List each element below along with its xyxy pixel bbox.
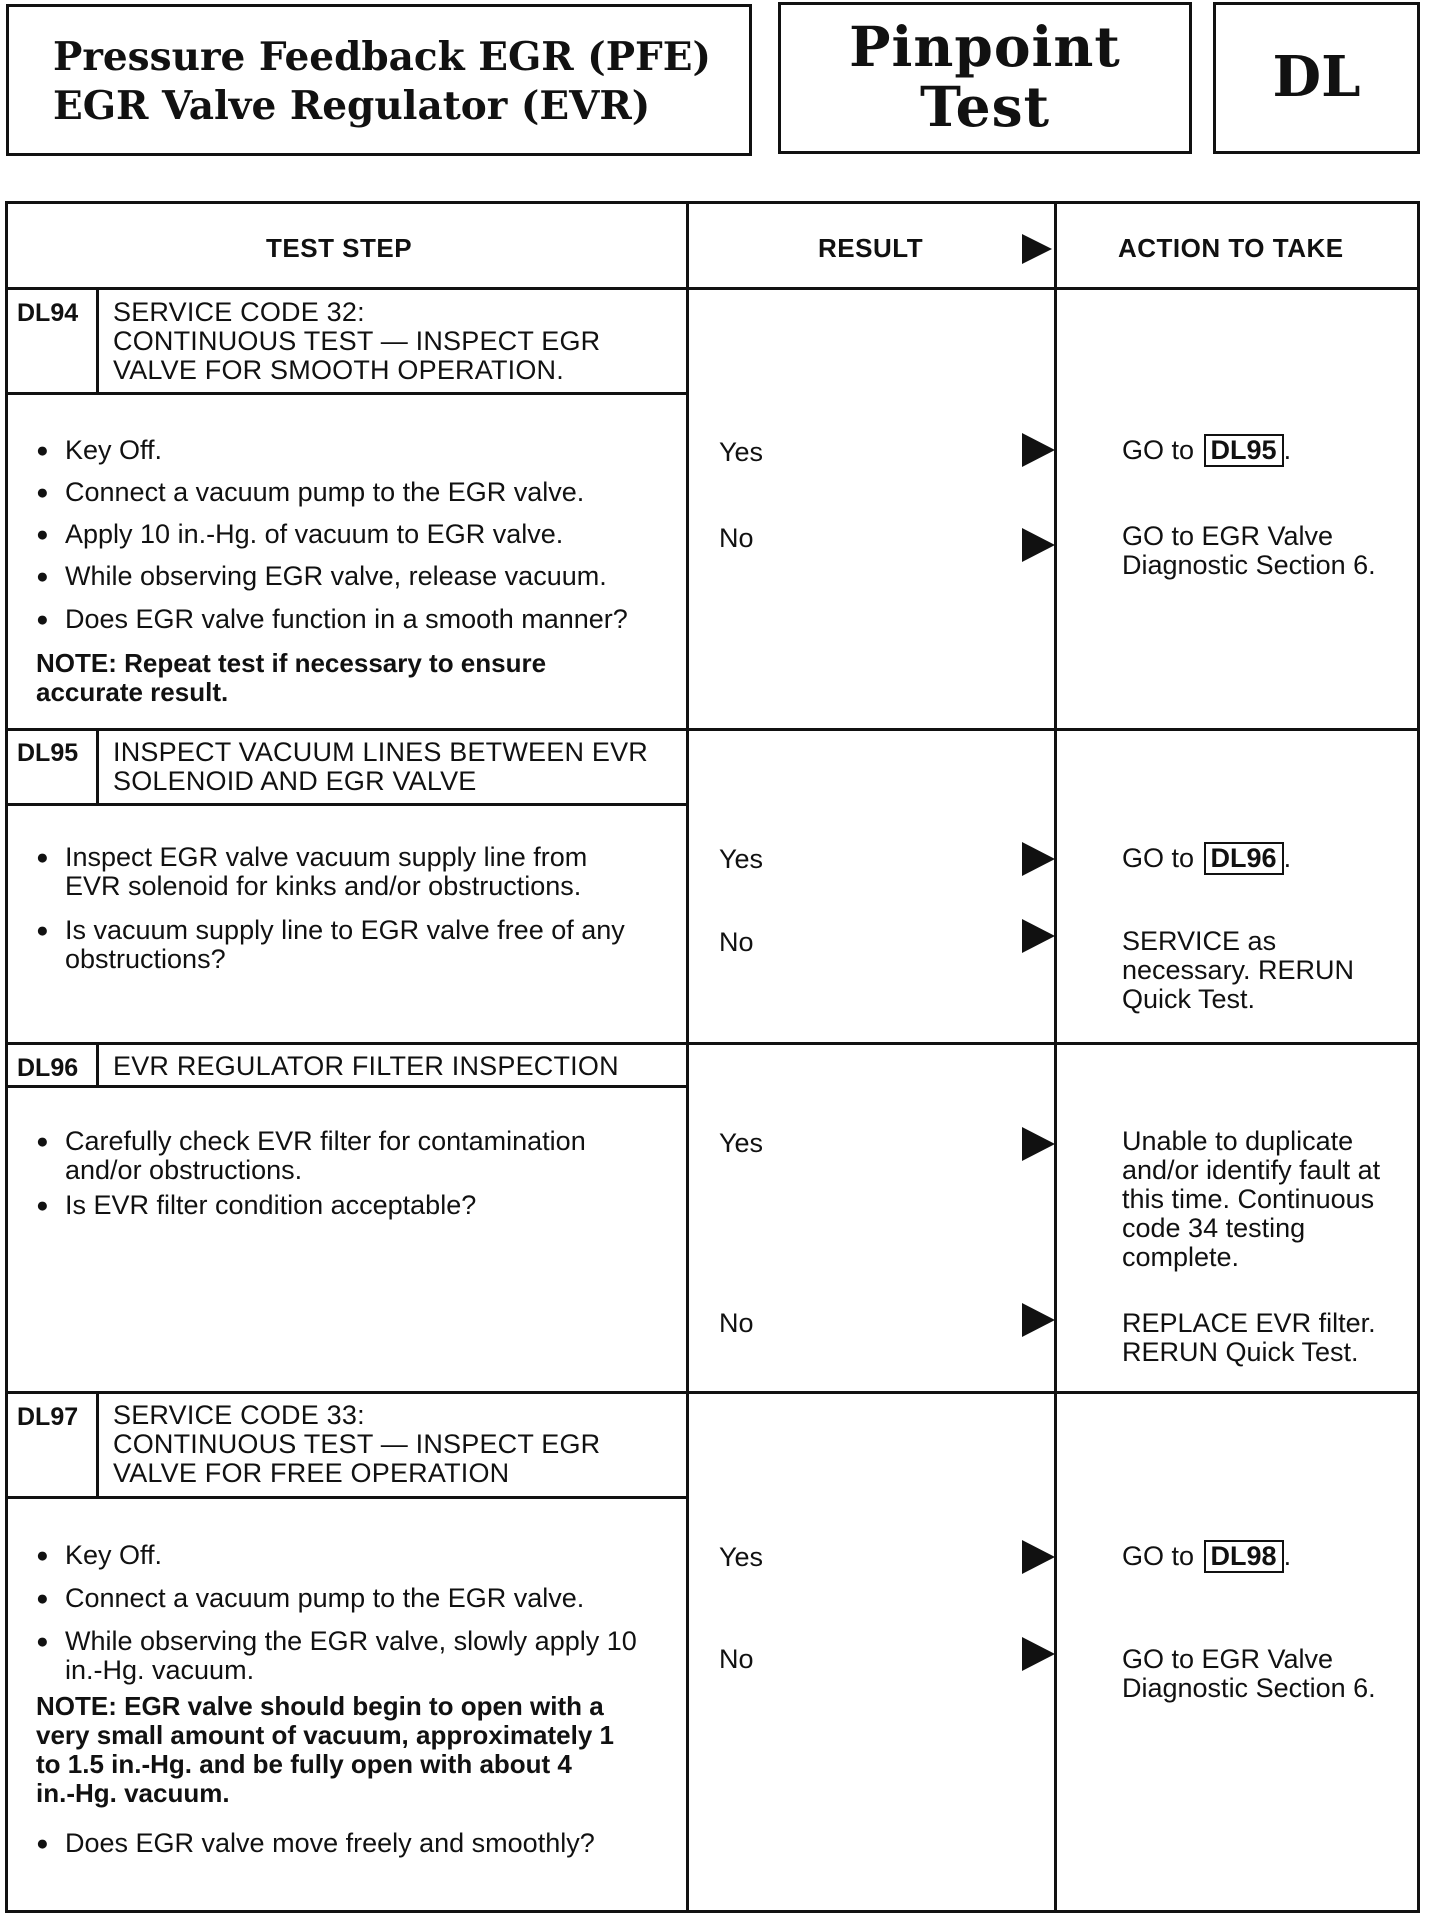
result-arrow-icon	[1022, 919, 1055, 953]
note-line: in.-Hg. vacuum.	[36, 1778, 230, 1808]
instruction-item	[36, 1127, 705, 1185]
instruction-line: and/or obstructions.	[65, 1155, 303, 1185]
step-id-divider	[96, 729, 99, 806]
note-line: very small amount of vacuum, approximately 1	[36, 1720, 614, 1750]
column-header-test-step: TEST STEP	[266, 233, 413, 263]
column-header-action: ACTION TO TAKE	[1118, 233, 1344, 263]
step-divider	[8, 1042, 1417, 1045]
result-yes: Yes	[719, 1542, 764, 1572]
action-text	[1122, 1309, 1376, 1367]
step-title	[113, 1401, 600, 1488]
action-line: Diagnostic Section 6.	[1122, 550, 1376, 580]
step-id-divider	[96, 288, 99, 395]
test-code-box	[1213, 2, 1420, 154]
procedure-title-line2: EGR Valve Regulator (EVR)	[53, 83, 651, 129]
instruction-item: ● Does EGR valve move freely and smoothly?	[36, 1829, 705, 1858]
step-title	[113, 298, 600, 385]
test-type-box	[778, 2, 1192, 154]
step-title-divider	[8, 392, 686, 395]
action-line: code 34 testing	[1122, 1213, 1306, 1243]
procedure-title-line1: Pressure Feedback EGR (PFE)	[53, 34, 711, 80]
instruction-line: ● Carefully check EVR filter for contamination	[65, 1126, 586, 1156]
step-note	[36, 1692, 676, 1808]
action-line: REPLACE EVR filter.	[1122, 1308, 1376, 1338]
step-title-line: VALVE FOR FREE OPERATION	[113, 1458, 510, 1488]
step-id: DL94	[17, 299, 79, 327]
action-goto	[1122, 434, 1291, 467]
action-prefix: GO to	[1122, 843, 1195, 873]
step-id-divider	[96, 1392, 99, 1499]
header-divider	[8, 287, 1417, 290]
action-line: Unable to duplicate	[1122, 1126, 1354, 1156]
step-divider	[8, 1391, 1417, 1394]
step-title-line: SERVICE CODE 33:	[113, 1400, 365, 1430]
result-no: No	[719, 1644, 754, 1674]
action-suffix: .	[1283, 435, 1292, 465]
result-arrow-icon	[1022, 1127, 1055, 1161]
pinpoint-test-table	[5, 201, 1420, 1913]
action-line: GO to EGR Valve	[1122, 1644, 1334, 1674]
step-reference-dl98[interactable]: DL98	[1204, 1540, 1284, 1573]
column-header-result: RESULT	[818, 233, 924, 263]
action-line: Quick Test.	[1122, 984, 1256, 1014]
step-title	[113, 1052, 619, 1081]
action-line: this time. Continuous	[1122, 1184, 1375, 1214]
step-id: DL97	[17, 1403, 79, 1431]
result-yes: Yes	[719, 844, 764, 874]
action-text	[1122, 522, 1376, 580]
step-title	[113, 738, 648, 796]
note-line: NOTE: EGR valve should begin to open with a	[36, 1691, 604, 1721]
instruction-item	[36, 916, 705, 974]
action-suffix: .	[1283, 1541, 1292, 1571]
result-yes: Yes	[719, 1128, 764, 1158]
action-text	[1122, 927, 1354, 1014]
result-arrow-icon	[1022, 1303, 1055, 1337]
action-text	[1122, 1127, 1380, 1272]
action-goto	[1122, 842, 1291, 875]
test-type-line1: Pinpoint	[849, 14, 1121, 79]
instruction-item: ● Key Off.	[36, 436, 705, 465]
instruction-item: ● Key Off.	[36, 1541, 705, 1570]
header-arrow-icon	[1022, 234, 1052, 264]
instruction-line: ● Is EVR filter condition acceptable?	[65, 1190, 477, 1220]
step-divider	[8, 728, 1417, 731]
instruction-line: ● Is vacuum supply line to EGR valve free of any	[65, 915, 625, 945]
instruction-line: ● While observing the EGR valve, slowly apply 10	[65, 1626, 637, 1656]
result-arrow-icon	[1022, 1637, 1055, 1671]
note-line: NOTE: Repeat test if necessary to ensure	[36, 648, 547, 678]
step-title-line: SOLENOID AND EGR VALVE	[113, 766, 477, 796]
procedure-title-box	[6, 4, 752, 156]
test-code: DL	[1272, 44, 1361, 110]
action-text	[1122, 1645, 1376, 1703]
step-id-divider	[96, 1043, 99, 1088]
instruction-item	[36, 843, 705, 901]
step-title-line: SERVICE CODE 32:	[113, 297, 365, 327]
action-suffix: .	[1283, 843, 1292, 873]
instruction-item: ● Apply 10 in.-Hg. of vacuum to EGR valve.	[36, 520, 705, 549]
action-line: complete.	[1122, 1242, 1240, 1272]
action-goto	[1122, 1540, 1291, 1573]
step-title-line: VALVE FOR SMOOTH OPERATION.	[113, 355, 564, 385]
step-title-line: CONTINUOUS TEST — INSPECT EGR	[113, 1429, 601, 1459]
instruction-item: ● Connect a vacuum pump to the EGR valve.	[36, 478, 705, 507]
result-yes: Yes	[719, 437, 764, 467]
action-prefix: GO to	[1122, 1541, 1195, 1571]
action-line: and/or identify fault at	[1122, 1155, 1381, 1185]
action-line: RERUN Quick Test.	[1122, 1337, 1359, 1367]
instruction-item: ● While observing EGR valve, release vacuum.	[36, 562, 705, 591]
instruction-item: ● Does EGR valve function in a smooth manner?	[36, 605, 705, 634]
result-arrow-icon	[1022, 528, 1055, 562]
test-type-line2: Test	[920, 74, 1050, 139]
step-title-line: CONTINUOUS TEST — INSPECT EGR	[113, 326, 601, 356]
action-prefix: GO to	[1122, 435, 1195, 465]
result-no: No	[719, 523, 754, 553]
action-line: SERVICE as	[1122, 926, 1277, 956]
instruction-item: ● Connect a vacuum pump to the EGR valve.	[36, 1584, 705, 1613]
step-reference-dl96[interactable]: DL96	[1204, 842, 1284, 875]
action-line: GO to EGR Valve	[1122, 521, 1334, 551]
action-line: Diagnostic Section 6.	[1122, 1673, 1376, 1703]
action-line: necessary. RERUN	[1122, 955, 1355, 985]
step-title-divider	[8, 1085, 686, 1088]
result-arrow-icon	[1022, 1540, 1055, 1574]
result-no: No	[719, 1308, 754, 1338]
result-arrow-icon	[1022, 433, 1055, 467]
instruction-item	[36, 1191, 705, 1220]
instruction-line: in.-Hg. vacuum.	[65, 1655, 255, 1685]
step-note	[36, 649, 676, 707]
step-title-line: INSPECT VACUUM LINES BETWEEN EVR	[113, 737, 648, 767]
instruction-line: EVR solenoid for kinks and/or obstructions.	[65, 871, 582, 901]
step-reference-dl95[interactable]: DL95	[1204, 434, 1284, 467]
instruction-item	[36, 1627, 705, 1685]
step-title-line: EVR REGULATOR FILTER INSPECTION	[113, 1051, 619, 1081]
instruction-line: obstructions?	[65, 944, 226, 974]
note-line: to 1.5 in.-Hg. and be fully open with about 4	[36, 1749, 572, 1779]
step-id: DL96	[17, 1054, 79, 1082]
step-title-divider	[8, 803, 686, 806]
result-no: No	[719, 927, 754, 957]
step-id: DL95	[17, 739, 79, 767]
note-line: accurate result.	[36, 677, 229, 707]
instruction-line: ● Inspect EGR valve vacuum supply line from	[65, 842, 588, 872]
step-title-divider	[8, 1496, 686, 1499]
result-arrow-icon	[1022, 842, 1055, 876]
